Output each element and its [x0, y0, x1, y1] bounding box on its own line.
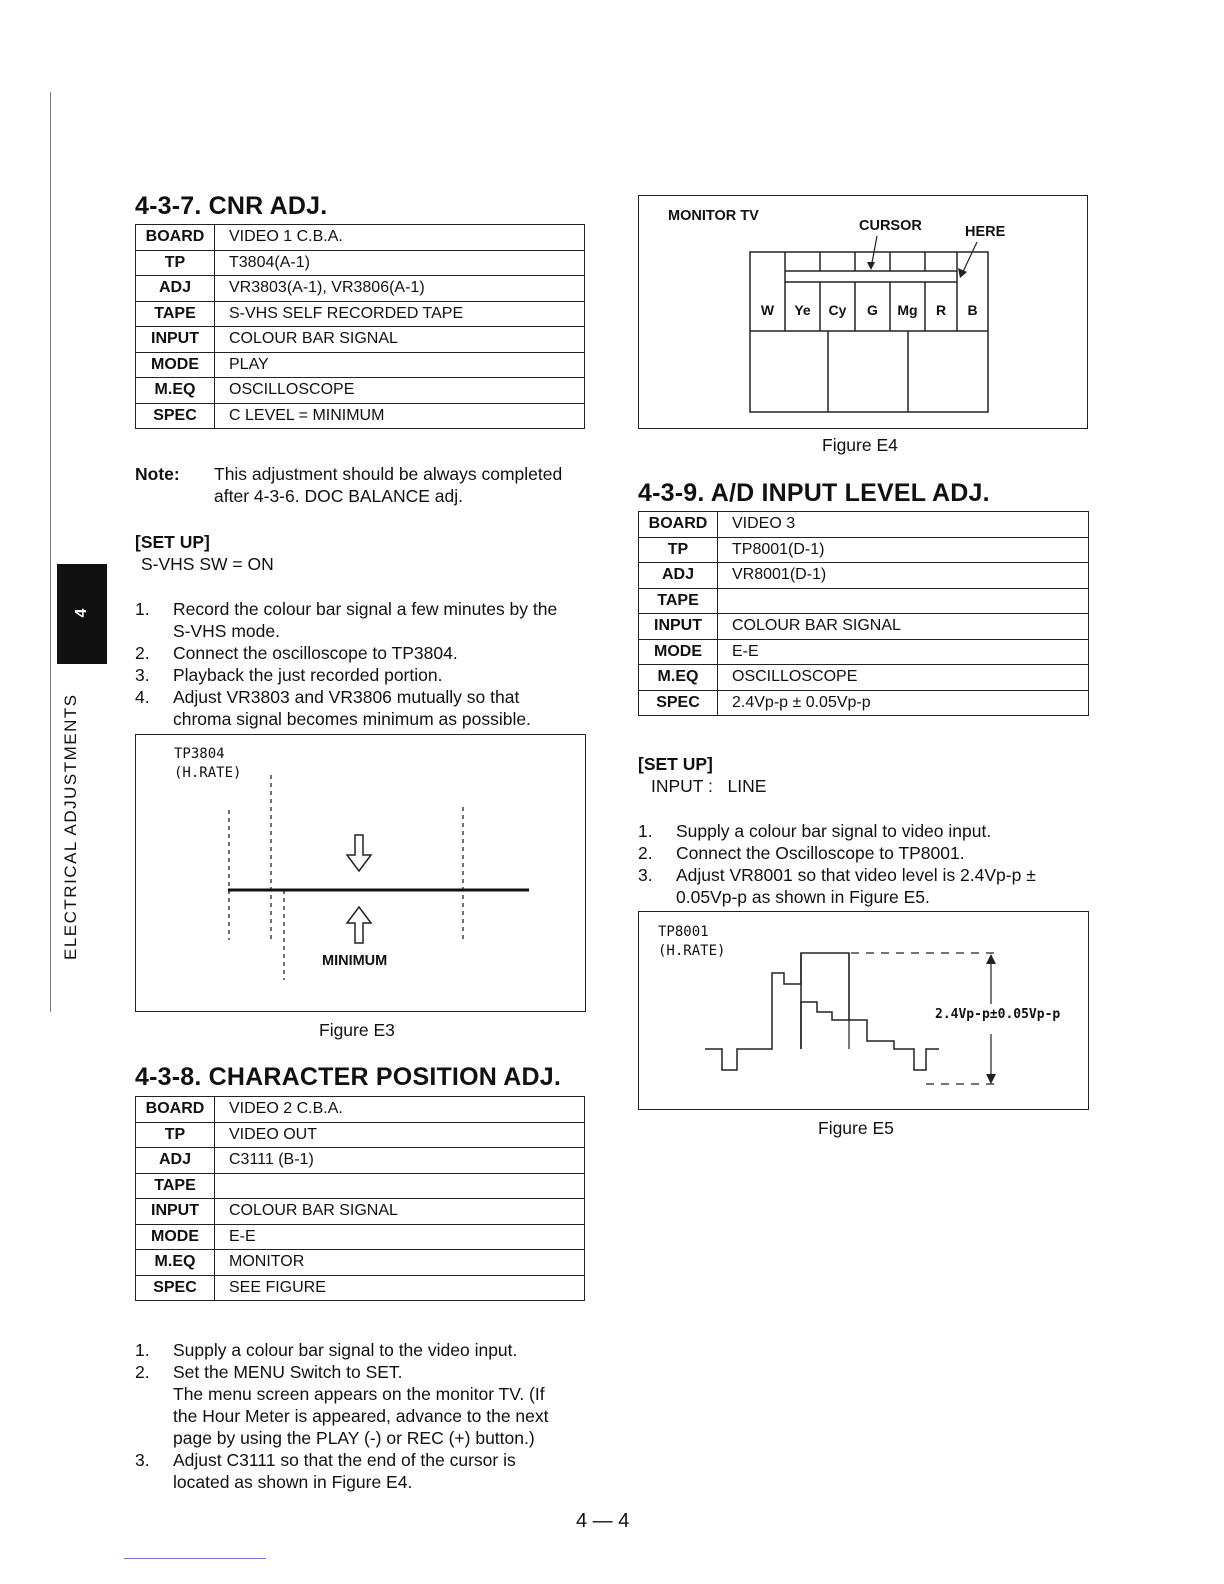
color-bar-label: Cy	[828, 302, 847, 318]
spec-key: MODE	[136, 352, 215, 378]
spec-value	[215, 1173, 585, 1199]
step-number: 2.	[638, 843, 653, 863]
steps-438	[135, 1339, 587, 1493]
fig-e4-bar-labels	[750, 302, 988, 322]
fig-e3-minimum: MINIMUM	[322, 953, 388, 969]
step-line: Connect the oscilloscope to TP3804.	[173, 643, 458, 663]
spec-key: INPUT	[639, 614, 718, 640]
step-item	[638, 842, 1090, 864]
note-line-1: This adjustment should be always completed	[214, 464, 563, 484]
step-item	[135, 598, 587, 642]
step-line: Supply a colour bar signal to the video input.	[173, 1340, 518, 1360]
color-bar-label: R	[935, 302, 947, 318]
fig-e3-tp: TP3804	[174, 746, 225, 762]
step-item	[135, 1339, 587, 1361]
step-line: S-VHS mode.	[173, 621, 280, 641]
spec-value: VR8001(D-1)	[718, 563, 1089, 589]
spec-value: C LEVEL = MINIMUM	[215, 403, 585, 429]
fig-e5-level: 2.4Vp-p±0.05Vp-p	[935, 1007, 1061, 1022]
spec-value: S-VHS SELF RECORDED TAPE	[215, 301, 585, 327]
spec-key: ADJ	[639, 563, 718, 589]
step-item	[135, 686, 587, 730]
spec-key: M.EQ	[136, 1250, 215, 1276]
spec-value: SEE FIGURE	[215, 1275, 585, 1301]
step-item	[135, 642, 587, 664]
step-line: Set the MENU Switch to SET.	[173, 1362, 403, 1382]
spec-row	[136, 1122, 585, 1148]
spec-value: C3111 (B-1)	[215, 1148, 585, 1174]
fig-e3-waveform	[136, 735, 585, 1011]
fig-e4-monitor: MONITOR TV	[668, 208, 759, 224]
note-line-2: after 4-3-6. DOC BALANCE adj.	[214, 486, 463, 506]
spec-value	[718, 588, 1089, 614]
setup-value-439: INPUT : LINE	[651, 776, 767, 796]
spec-key: SPEC	[136, 1275, 215, 1301]
chapter-label: ELECTRICAL ADJUSTMENTS	[61, 693, 80, 960]
spec-table-438	[135, 1096, 585, 1301]
step-item	[135, 664, 587, 686]
spec-key: BOARD	[639, 512, 718, 538]
spec-row	[639, 512, 1089, 538]
figure-e3	[135, 734, 586, 1012]
spec-value: MONITOR	[215, 1250, 585, 1276]
spec-row	[136, 250, 585, 276]
spec-key: MODE	[136, 1224, 215, 1250]
setup-label-437: [SET UP]	[135, 532, 210, 552]
spec-row	[136, 352, 585, 378]
step-item	[135, 1449, 587, 1493]
spec-row	[639, 537, 1089, 563]
step-line: page by using the PLAY (-) or REC (+) button.)	[173, 1428, 535, 1448]
step-line: Adjust C3111 so that the end of the cursor is	[173, 1450, 516, 1470]
step-number: 3.	[135, 665, 150, 685]
step-line: 0.05Vp-p as shown in Figure E5.	[676, 887, 930, 907]
spec-value: E-E	[215, 1224, 585, 1250]
spec-row	[639, 614, 1089, 640]
spec-row	[136, 378, 585, 404]
spec-row	[136, 1173, 585, 1199]
step-number: 2.	[135, 643, 150, 663]
spec-key: M.EQ	[639, 665, 718, 691]
spec-value: VIDEO 2 C.B.A.	[215, 1097, 585, 1123]
spec-value: COLOUR BAR SIGNAL	[718, 614, 1089, 640]
color-bar-label: B	[967, 302, 978, 318]
step-number: 2.	[135, 1362, 150, 1382]
figure-e4	[638, 195, 1088, 429]
spec-row	[136, 276, 585, 302]
caption-e5: Figure E5	[818, 1118, 894, 1138]
spec-value: 2.4Vp-p ± 0.05Vp-p	[718, 690, 1089, 716]
spec-row	[639, 665, 1089, 691]
step-number: 1.	[638, 821, 653, 841]
setup-value-437: S-VHS SW = ON	[141, 554, 274, 574]
spec-row	[136, 301, 585, 327]
bottom-rule	[124, 1558, 266, 1559]
spec-value: TP8001(D-1)	[718, 537, 1089, 563]
spec-row	[136, 403, 585, 429]
spec-row	[639, 588, 1089, 614]
step-number: 3.	[135, 1450, 150, 1470]
spec-row	[136, 327, 585, 353]
spec-value: OSCILLOSCOPE	[718, 665, 1089, 691]
steps-437	[135, 598, 587, 730]
step-number: 3.	[638, 865, 653, 885]
fig-e4-cursor: CURSOR	[859, 218, 922, 234]
up-arrow-icon	[347, 907, 371, 943]
section-title-438: 4-3-8. CHARACTER POSITION ADJ.	[135, 1063, 561, 1091]
spec-value: T3804(A-1)	[215, 250, 585, 276]
spec-key: TAPE	[136, 1173, 215, 1199]
step-line: chroma signal becomes minimum as possible.	[173, 709, 531, 729]
spec-key: BOARD	[136, 1097, 215, 1123]
step-line: Connect the Oscilloscope to TP8001.	[676, 843, 965, 863]
fig-e4-here: HERE	[965, 224, 1006, 240]
spec-key: INPUT	[136, 327, 215, 353]
note-label: Note:	[135, 464, 180, 484]
spec-row	[136, 1224, 585, 1250]
step-item	[135, 1361, 587, 1449]
color-bar-label: Mg	[897, 302, 918, 318]
color-bar-label: Ye	[794, 302, 811, 318]
chapter-number: 4	[73, 608, 90, 618]
spec-key: INPUT	[136, 1199, 215, 1225]
margin-line	[50, 92, 51, 1012]
step-item	[638, 820, 1090, 842]
section-title-437: 4-3-7. CNR ADJ.	[135, 192, 328, 220]
spec-key: BOARD	[136, 225, 215, 251]
spec-value: PLAY	[215, 352, 585, 378]
spec-key: M.EQ	[136, 378, 215, 404]
color-bar-label: W	[760, 302, 775, 318]
caption-e4: Figure E4	[822, 435, 898, 455]
step-number: 4.	[135, 687, 150, 707]
spec-value: VIDEO 3	[718, 512, 1089, 538]
step-line: Adjust VR8001 so that video level is 2.4Vp-p ±	[676, 865, 1036, 885]
spec-value: VIDEO OUT	[215, 1122, 585, 1148]
spec-key: TAPE	[136, 301, 215, 327]
setup-label-439: [SET UP]	[638, 754, 713, 774]
step-line: Playback the just recorded portion.	[173, 665, 443, 685]
spec-value: COLOUR BAR SIGNAL	[215, 1199, 585, 1225]
spec-value: COLOUR BAR SIGNAL	[215, 327, 585, 353]
step-line: Supply a colour bar signal to video input.	[676, 821, 992, 841]
spec-key: TP	[639, 537, 718, 563]
spec-key: SPEC	[136, 403, 215, 429]
spec-row	[136, 1199, 585, 1225]
spec-row	[639, 690, 1089, 716]
spec-table-439	[638, 511, 1089, 716]
fig-e5-rate: (H.RATE)	[658, 943, 726, 959]
step-line: located as shown in Figure E4.	[173, 1472, 413, 1492]
step-item	[638, 864, 1090, 908]
color-bar-label: G	[867, 302, 878, 318]
step-line: Record the colour bar signal a few minutes by the	[173, 599, 558, 619]
step-number: 1.	[135, 1340, 150, 1360]
spec-key: TP	[136, 250, 215, 276]
spec-value: E-E	[718, 639, 1089, 665]
spec-row	[639, 639, 1089, 665]
caption-e3: Figure E3	[319, 1020, 395, 1040]
step-number: 1.	[135, 599, 150, 619]
step-line: Adjust VR3803 and VR3806 mutually so that	[173, 687, 520, 707]
spec-key: ADJ	[136, 276, 215, 302]
spec-row	[136, 1250, 585, 1276]
section-title-439: 4-3-9. A/D INPUT LEVEL ADJ.	[638, 479, 990, 507]
spec-key: TP	[136, 1122, 215, 1148]
figure-e5	[638, 911, 1089, 1110]
fig-e5-tp: TP8001	[658, 924, 709, 940]
spec-key: TAPE	[639, 588, 718, 614]
spec-key: SPEC	[639, 690, 718, 716]
steps-439	[638, 820, 1090, 908]
down-arrow-icon	[347, 835, 371, 871]
spec-value: OSCILLOSCOPE	[215, 378, 585, 404]
spec-row	[136, 1097, 585, 1123]
spec-row	[136, 1148, 585, 1174]
spec-key: MODE	[639, 639, 718, 665]
step-line: the Hour Meter is appeared, advance to the next	[173, 1406, 549, 1426]
spec-value: VIDEO 1 C.B.A.	[215, 225, 585, 251]
spec-row	[136, 225, 585, 251]
page-number: 4 — 4	[576, 1510, 630, 1532]
spec-value: VR3803(A-1), VR3806(A-1)	[215, 276, 585, 302]
spec-key: ADJ	[136, 1148, 215, 1174]
step-line: The menu screen appears on the monitor TV. (If	[173, 1384, 545, 1404]
fig-e3-rate: (H.RATE)	[174, 765, 242, 781]
spec-row	[136, 1275, 585, 1301]
spec-row	[639, 563, 1089, 589]
chapter-tab	[57, 564, 107, 664]
spec-table-437	[135, 224, 585, 429]
